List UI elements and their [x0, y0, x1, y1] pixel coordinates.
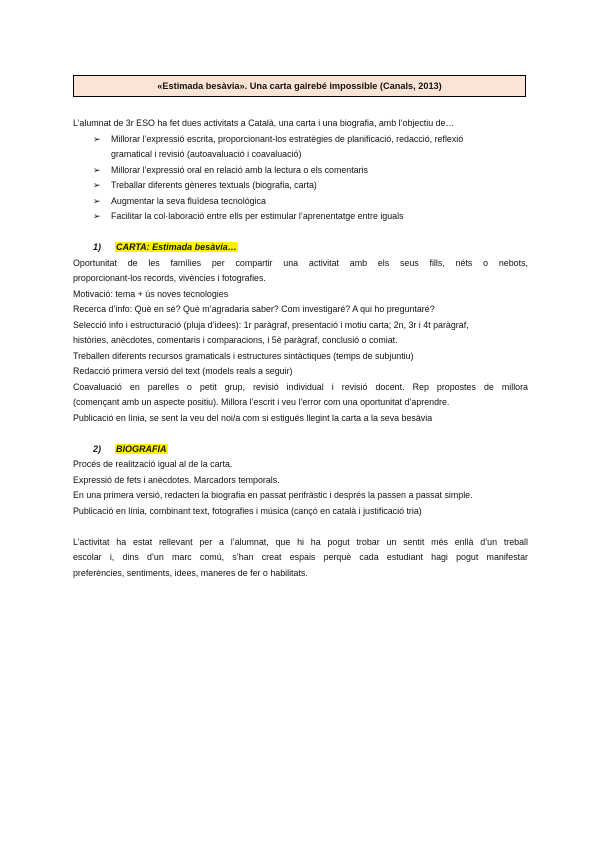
paragraph-line: Publicació en línia, se sent la veu del noi/a com si estigués llegint la carta a la seva besàvia — [73, 413, 433, 423]
section-number: 2) — [93, 444, 102, 454]
bullet-text: Facilitar la col·laboració entre ells per estimular l’aprenentatge entre iguals — [111, 211, 404, 221]
paragraph-line: Procés de realització igual al de la carta. — [73, 459, 233, 469]
bullet-item — [93, 194, 266, 209]
paragraph-line: Publicació en línia, combinant text, fotografies i música (cançó en català i justificació tria) — [73, 506, 422, 516]
intro-text: L’alumnat de 3r ESO ha fet dues activitats a Català, una carta i una biografia, amb l’objectiu de… — [73, 118, 455, 128]
bullet-item — [93, 163, 368, 178]
bullet-text: Treballar diferents gèneres textuals (biografia, carta) — [111, 180, 317, 190]
paragraph-line: Coavaluació en parelles o petit grup, revisió individual i revisió docent. Rep propostes de millora — [73, 382, 528, 392]
bullet-arrow-icon: ➢ — [93, 165, 101, 175]
section-heading-biografia — [93, 442, 168, 457]
bullet-arrow-icon: ➢ — [93, 196, 101, 206]
paragraph-line: Motivació: tema + ús noves tecnologies — [73, 289, 229, 299]
paragraph-line: proporcionant-los records, vivències i fotografies. — [73, 273, 266, 283]
conclusion-line: L’activitat ha estat rellevant per a l’alumnat, que hi ha pogut trobar un sentit més enllà d’un treball — [73, 537, 528, 547]
paragraph-line: (començant amb un aspecte positiu). Millora l’escrit i veu l’error com una oportunitat d’aprendre. — [73, 397, 450, 407]
bullet-item — [93, 132, 463, 147]
paragraph-line: Oportunitat de les famílies per compartir una activitat amb els seus fills, néts o nebots, — [73, 258, 528, 268]
bullet-arrow-icon: ➢ — [93, 180, 101, 190]
conclusion-line: preferències, sentiments, idees, maneres de fer o habilitats. — [73, 568, 308, 578]
bullet-text: Augmentar la seva fluïdesa tecnològica — [111, 196, 266, 206]
paragraph-line: Treballen diferents recursos gramaticals i estructures sintàctiques (temps de subjuntiu) — [73, 351, 414, 361]
bullet-text-continued: gramatical i revisió (autoavaluació i coavaluació) — [111, 149, 302, 159]
conclusion-line: escolar i, dins d’un marc comú, s’han creat espais perquè cada estudiant hagi pogut manifestar — [73, 552, 528, 562]
bullet-text: Millorar l’expressió oral en relació amb la lectura o els comentaris — [111, 165, 368, 175]
bullet-item — [93, 178, 317, 193]
bullet-item — [93, 209, 404, 224]
paragraph-line: Selecció info i estructuració (pluja d’idees): 1r paràgraf, presentació i motiu carta; 2n, 3r i 4t paràgraf, — [73, 320, 469, 330]
section-title: CARTA: Estimada besàvia… — [116, 242, 237, 252]
bullet-text: Millorar l’expressió escrita, proporcionant-los estratègies de planificació, redacció, reflexió — [111, 134, 464, 144]
paragraph-line: Expressió de fets i anècdotes. Marcadors temporals. — [73, 475, 280, 485]
paragraph-line: Recerca d’info: Què en sé? Què m’agradaria saber? Com investigaré? A qui ho preguntaré? — [73, 304, 435, 314]
bullet-arrow-icon: ➢ — [93, 211, 101, 221]
section-number: 1) — [93, 242, 102, 252]
paragraph-line: històries, anècdotes, comentaris i comparacions, i 5è paràgraf, conclusió o comiat. — [73, 335, 398, 345]
document-title: «Estimada besàvia». Una carta gairebé impossible (Canals, 2013) — [73, 75, 526, 97]
paragraph-line: Redacció primera versió del text (models reals a seguir) — [73, 366, 293, 376]
bullet-arrow-icon: ➢ — [93, 134, 101, 144]
section-heading-carta — [93, 240, 238, 255]
section-title: BIOGRAFIA — [116, 444, 167, 454]
paragraph-line: En una primera versió, redacten la biografia en passat perifràstic i després la passen a passat simple. — [73, 490, 473, 500]
